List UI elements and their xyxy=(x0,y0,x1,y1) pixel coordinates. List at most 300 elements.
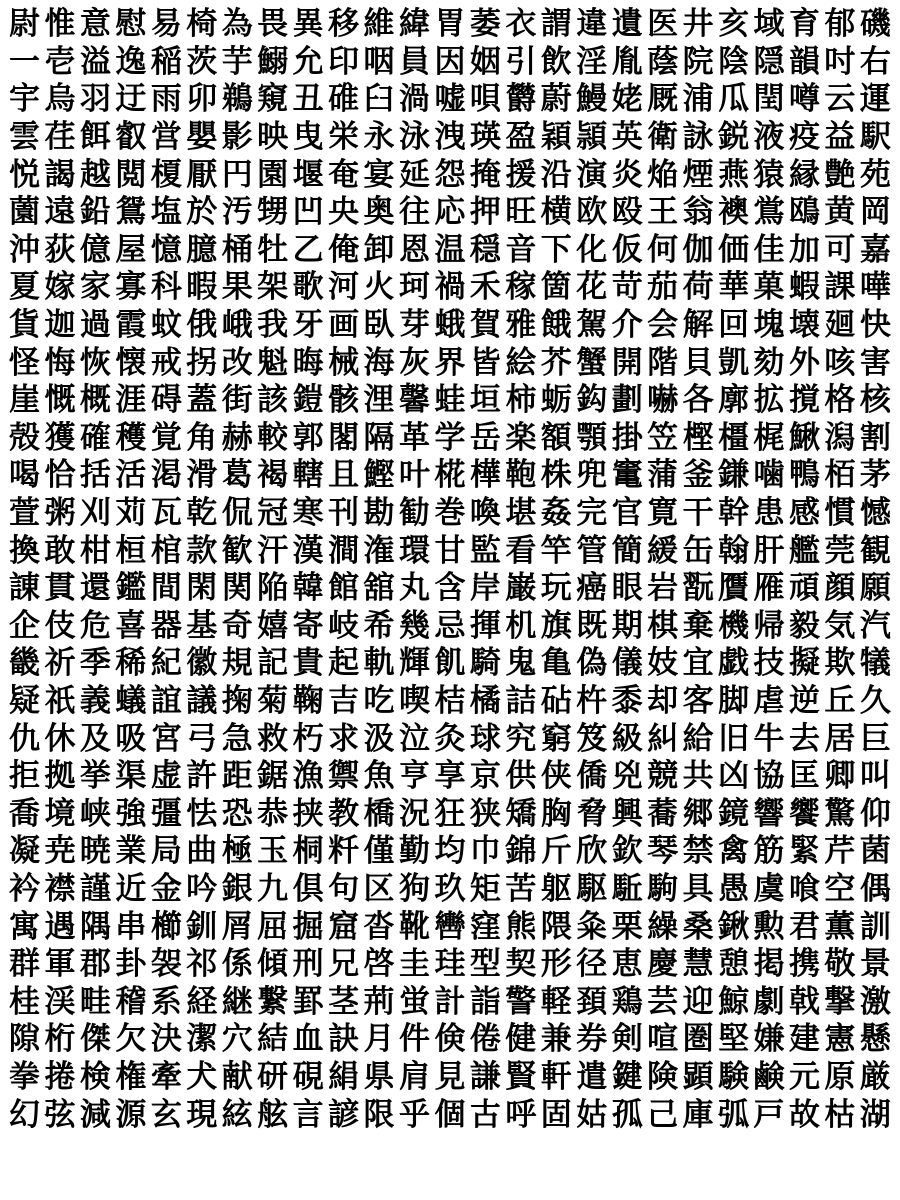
kanji-character: 靴 xyxy=(398,908,430,945)
kanji-character: 堰 xyxy=(292,156,324,193)
kanji-character: 泳 xyxy=(398,119,430,156)
kanji-character: 価 xyxy=(718,231,750,268)
kanji-character: 冠 xyxy=(257,495,289,532)
kanji-character: 碍 xyxy=(150,382,182,419)
kanji-character: 議 xyxy=(186,682,218,719)
kanji-character: 宮 xyxy=(150,720,182,757)
kanji-character: 芸 xyxy=(647,983,679,1020)
kanji-character: 苅 xyxy=(115,495,147,532)
kanji-character: 応 xyxy=(434,194,466,231)
kanji-character: 吃 xyxy=(363,682,395,719)
kanji-character: 禾 xyxy=(469,269,501,306)
kanji-character: 萱 xyxy=(9,495,40,532)
kanji-character: 寓 xyxy=(9,908,40,945)
kanji-character: 拐 xyxy=(186,344,218,381)
kanji-character: 苑 xyxy=(859,156,891,193)
kanji-character: 巌 xyxy=(505,570,537,607)
kanji-character: 郡 xyxy=(79,946,111,983)
kanji-character: 袈 xyxy=(150,946,182,983)
kanji-character: 医 xyxy=(647,6,679,43)
kanji-character: 艦 xyxy=(788,532,820,569)
kanji-character: 云 xyxy=(824,81,856,118)
kanji-character: 犠 xyxy=(859,645,891,682)
kanji-character: 甥 xyxy=(257,194,289,231)
kanji-character: 勧 xyxy=(398,495,430,532)
kanji-character: 懐 xyxy=(115,344,147,381)
kanji-character: 技 xyxy=(753,645,785,682)
kanji-character: 化 xyxy=(576,231,608,268)
kanji-character: 厳 xyxy=(859,1058,891,1095)
kanji-character: 嫁 xyxy=(44,269,76,306)
kanji-character: 姥 xyxy=(611,81,643,118)
kanji-character: 影 xyxy=(221,119,253,156)
kanji-character: 廓 xyxy=(718,382,750,419)
kanji-character: 奄 xyxy=(328,156,360,193)
kanji-character: 伎 xyxy=(44,607,76,644)
kanji-character: 劾 xyxy=(753,344,785,381)
kanji-character: 捲 xyxy=(44,1058,76,1095)
kanji-character: 鰹 xyxy=(363,457,395,494)
kanji-character: 烏 xyxy=(44,81,76,118)
kanji-character: 井 xyxy=(682,6,714,43)
kanji-character: 憶 xyxy=(150,231,182,268)
kanji-character: 凹 xyxy=(292,194,324,231)
kanji-character: 謁 xyxy=(44,156,76,193)
kanji-row xyxy=(8,795,892,833)
kanji-character: 帰 xyxy=(753,607,785,644)
kanji-character: 還 xyxy=(79,570,111,607)
kanji-character: 宴 xyxy=(363,156,395,193)
kanji-character: 禍 xyxy=(434,269,466,306)
kanji-character: 唄 xyxy=(469,81,501,118)
kanji-character: 毅 xyxy=(788,607,820,644)
kanji-character: 欣 xyxy=(576,833,608,870)
kanji-character: 繰 xyxy=(647,908,679,945)
kanji-character: 器 xyxy=(150,607,182,644)
kanji-character: 規 xyxy=(221,645,253,682)
kanji-character: 矯 xyxy=(505,795,537,832)
kanji-character: 殻 xyxy=(9,419,40,456)
kanji-character: 罫 xyxy=(292,983,324,1020)
kanji-character: 海 xyxy=(363,344,395,381)
kanji-character: 煙 xyxy=(682,156,714,193)
kanji-character: 隅 xyxy=(79,908,111,945)
kanji-character: 義 xyxy=(79,682,111,719)
kanji-character: 外 xyxy=(788,344,820,381)
kanji-character: 会 xyxy=(647,307,679,344)
kanji-character: 栢 xyxy=(824,457,856,494)
kanji-character: 岸 xyxy=(469,570,501,607)
kanji-character: 曲 xyxy=(186,833,218,870)
kanji-character: 荷 xyxy=(682,269,714,306)
kanji-character: 古 xyxy=(469,1096,501,1133)
kanji-character: 汲 xyxy=(363,720,395,757)
kanji-character: 頚 xyxy=(576,983,608,1020)
kanji-character: 桁 xyxy=(44,1021,76,1058)
kanji-character: 係 xyxy=(221,946,253,983)
kanji-character: 蟻 xyxy=(115,682,147,719)
kanji-character: 茎 xyxy=(328,983,360,1020)
kanji-character: 蛍 xyxy=(398,983,430,1020)
kanji-character: 為 xyxy=(221,6,253,43)
kanji-character: 窺 xyxy=(257,81,289,118)
kanji-character: 給 xyxy=(682,720,714,757)
kanji-character: 潟 xyxy=(824,419,856,456)
kanji-character: 慰 xyxy=(115,6,147,43)
kanji-character: 丘 xyxy=(824,682,856,719)
kanji-row xyxy=(8,946,892,984)
kanji-character: 吋 xyxy=(824,43,856,80)
kanji-character: 菌 xyxy=(859,833,891,870)
kanji-character: 鶏 xyxy=(611,983,643,1020)
kanji-character: 何 xyxy=(647,231,679,268)
kanji-character: 異 xyxy=(292,6,324,43)
kanji-character: 距 xyxy=(221,758,253,795)
kanji-character: 看 xyxy=(505,532,537,569)
kanji-character: 椅 xyxy=(186,6,218,43)
kanji-character: 岐 xyxy=(328,607,360,644)
kanji-character: 蔭 xyxy=(647,43,679,80)
kanji-row xyxy=(8,44,892,82)
kanji-character: 仰 xyxy=(859,795,891,832)
kanji-character: 剣 xyxy=(611,1021,643,1058)
kanji-character: 屋 xyxy=(115,231,147,268)
kanji-character: 狂 xyxy=(434,795,466,832)
kanji-character: 樫 xyxy=(682,419,714,456)
kanji-character: 駈 xyxy=(611,870,643,907)
kanji-character: 渓 xyxy=(44,983,76,1020)
kanji-character: 祁 xyxy=(186,946,218,983)
kanji-character: 堅 xyxy=(718,1021,750,1058)
kanji-character: 卿 xyxy=(824,758,856,795)
kanji-character: 押 xyxy=(469,194,501,231)
kanji-character: 険 xyxy=(647,1058,679,1095)
kanji-character: 誼 xyxy=(150,682,182,719)
kanji-character: 崖 xyxy=(9,382,40,419)
kanji-character: 鎌 xyxy=(718,457,750,494)
kanji-character: 危 xyxy=(79,607,111,644)
kanji-character: 穫 xyxy=(115,419,147,456)
kanji-character: 教 xyxy=(328,795,360,832)
kanji-character: 域 xyxy=(753,6,785,43)
kanji-character: 賀 xyxy=(469,307,501,344)
kanji-character: 荏 xyxy=(44,119,76,156)
kanji-character: 瑛 xyxy=(469,119,501,156)
kanji-character: 害 xyxy=(859,344,891,381)
kanji-character: 逸 xyxy=(115,43,147,80)
kanji-character: 乙 xyxy=(292,231,324,268)
kanji-character: 季 xyxy=(79,645,111,682)
kanji-character: 械 xyxy=(328,344,360,381)
kanji-character: 憾 xyxy=(859,495,891,532)
kanji-character: 芋 xyxy=(221,43,253,80)
kanji-character: 詠 xyxy=(682,119,714,156)
kanji-character: 箇 xyxy=(540,269,572,306)
kanji-character: 遇 xyxy=(44,908,76,945)
kanji-character: 貨 xyxy=(9,307,40,344)
kanji-character: 峡 xyxy=(79,795,111,832)
kanji-character: 吟 xyxy=(186,870,218,907)
kanji-character: 亀 xyxy=(540,645,572,682)
kanji-character: 呼 xyxy=(505,1096,537,1133)
kanji-character: 営 xyxy=(150,119,182,156)
kanji-character: 偶 xyxy=(859,870,891,907)
kanji-character: 勲 xyxy=(753,908,785,945)
kanji-character: 喬 xyxy=(9,795,40,832)
kanji-character: 核 xyxy=(859,382,891,419)
kanji-character: 韓 xyxy=(292,570,324,607)
kanji-character: 漢 xyxy=(292,532,324,569)
kanji-character: 易 xyxy=(150,6,182,43)
kanji-character: 鏡 xyxy=(718,795,750,832)
kanji-character: 雁 xyxy=(753,570,785,607)
kanji-character: 馨 xyxy=(398,382,430,419)
kanji-character: 閏 xyxy=(753,81,785,118)
kanji-character: 飢 xyxy=(434,645,466,682)
kanji-character: 緩 xyxy=(647,532,679,569)
kanji-row xyxy=(8,683,892,721)
kanji-character: 学 xyxy=(434,419,466,456)
kanji-character: 研 xyxy=(257,1058,289,1095)
kanji-character: 犬 xyxy=(186,1058,218,1095)
kanji-character: 茨 xyxy=(186,43,218,80)
kanji-character: 銀 xyxy=(221,870,253,907)
kanji-character: 喜 xyxy=(115,607,147,644)
kanji-character: 机 xyxy=(505,607,537,644)
kanji-character: 掲 xyxy=(753,946,785,983)
kanji-character: 穏 xyxy=(469,231,501,268)
kanji-character: 沓 xyxy=(363,908,395,945)
kanji-character: 京 xyxy=(469,758,501,795)
kanji-character: 玩 xyxy=(540,570,572,607)
kanji-character: 去 xyxy=(788,720,820,757)
kanji-character: 暇 xyxy=(186,269,218,306)
kanji-character: 襖 xyxy=(718,194,750,231)
kanji-character: 叫 xyxy=(859,758,891,795)
kanji-character: 魚 xyxy=(363,758,395,795)
kanji-character: 畏 xyxy=(257,6,289,43)
kanji-character: 鋸 xyxy=(257,758,289,795)
kanji-character: 萎 xyxy=(469,6,501,43)
kanji-character: 頴 xyxy=(576,119,608,156)
kanji-character: 見 xyxy=(434,1058,466,1095)
kanji-character: 雨 xyxy=(150,81,182,118)
kanji-character: 蟹 xyxy=(576,344,608,381)
kanji-character: 隈 xyxy=(540,908,572,945)
kanji-character: 懸 xyxy=(859,1021,891,1058)
kanji-character: 挙 xyxy=(79,758,111,795)
kanji-character: 形 xyxy=(540,946,572,983)
kanji-character: 兇 xyxy=(611,758,643,795)
kanji-character: 軌 xyxy=(363,645,395,682)
kanji-character: 勤 xyxy=(398,833,430,870)
kanji-character: 仇 xyxy=(9,720,40,757)
kanji-character: 亨 xyxy=(398,758,430,795)
kanji-character: 球 xyxy=(469,720,501,757)
kanji-character: 可 xyxy=(824,231,856,268)
kanji-character: 苛 xyxy=(611,269,643,306)
kanji-character: 弧 xyxy=(718,1096,750,1133)
kanji-character: 歓 xyxy=(221,532,253,569)
kanji-character: 該 xyxy=(257,382,289,419)
kanji-row xyxy=(8,269,892,307)
kanji-character: 紀 xyxy=(150,645,182,682)
kanji-character: 珂 xyxy=(398,269,430,306)
kanji-character: 映 xyxy=(257,119,289,156)
kanji-character: 赫 xyxy=(221,419,253,456)
kanji-character: 決 xyxy=(150,1021,182,1058)
kanji-character: 界 xyxy=(434,344,466,381)
kanji-character: 薫 xyxy=(824,908,856,945)
kanji-character: 擬 xyxy=(788,645,820,682)
kanji-character: 玄 xyxy=(150,1096,182,1133)
kanji-character: 澗 xyxy=(328,532,360,569)
kanji-character: 伽 xyxy=(682,231,714,268)
kanji-row xyxy=(8,194,892,232)
kanji-character: 鴨 xyxy=(788,457,820,494)
kanji-character: 稼 xyxy=(505,269,537,306)
kanji-character: 骸 xyxy=(328,382,360,419)
kanji-character: 稀 xyxy=(115,645,147,682)
kanji-character: 減 xyxy=(79,1096,111,1133)
kanji-character: 俺 xyxy=(328,231,360,268)
kanji-character: 韻 xyxy=(788,43,820,80)
kanji-character: 洩 xyxy=(434,119,466,156)
kanji-character: 蕎 xyxy=(647,795,679,832)
kanji-character: 狭 xyxy=(469,795,501,832)
kanji-character: 軒 xyxy=(540,1058,572,1095)
kanji-character: 我 xyxy=(257,307,289,344)
kanji-character: 故 xyxy=(788,1096,820,1133)
kanji-character: 越 xyxy=(79,156,111,193)
kanji-character: 解 xyxy=(682,307,714,344)
kanji-character: 敬 xyxy=(824,946,856,983)
kanji-character: 括 xyxy=(79,457,111,494)
kanji-character: 且 xyxy=(328,457,360,494)
kanji-character: 鬼 xyxy=(505,645,537,682)
kanji-character: 竃 xyxy=(611,457,643,494)
kanji-character: 棋 xyxy=(647,607,679,644)
kanji-character: 磯 xyxy=(859,6,891,43)
kanji-character: 角 xyxy=(186,419,218,456)
kanji-character: 巨 xyxy=(859,720,891,757)
kanji-character: 雲 xyxy=(9,119,40,156)
kanji-character: 患 xyxy=(753,495,785,532)
kanji-character: 壊 xyxy=(788,307,820,344)
kanji-character: 群 xyxy=(9,946,40,983)
kanji-character: 虐 xyxy=(753,682,785,719)
kanji-character: 儀 xyxy=(611,645,643,682)
kanji-character: 訓 xyxy=(859,908,891,945)
kanji-character: 串 xyxy=(115,908,147,945)
kanji-character: 佳 xyxy=(753,231,785,268)
kanji-character: 栄 xyxy=(328,119,360,156)
kanji-character: 穎 xyxy=(540,119,572,156)
kanji-character: 薗 xyxy=(9,194,40,231)
kanji-character: 郭 xyxy=(292,419,324,456)
kanji-character: 瓜 xyxy=(718,81,750,118)
kanji-character: 桐 xyxy=(292,833,324,870)
kanji-character: 貴 xyxy=(292,645,324,682)
kanji-character: 刈 xyxy=(79,495,111,532)
kanji-character: 院 xyxy=(682,43,714,80)
kanji-row xyxy=(8,871,892,909)
kanji-character: 協 xyxy=(753,758,785,795)
kanji-character: 圭 xyxy=(398,946,430,983)
kanji-character: 塊 xyxy=(753,307,785,344)
kanji-character: 幾 xyxy=(398,607,430,644)
kanji-character: 嫌 xyxy=(753,1021,785,1058)
kanji-character: 鈎 xyxy=(576,382,608,419)
kanji-character: 楽 xyxy=(505,419,537,456)
kanji-character: 脅 xyxy=(576,795,608,832)
kanji-character: 屈 xyxy=(257,908,289,945)
kanji-character: 蛾 xyxy=(434,307,466,344)
kanji-character: 軽 xyxy=(540,983,572,1020)
kanji-character: 管 xyxy=(576,532,608,569)
kanji-character: 姑 xyxy=(576,1096,608,1133)
kanji-character: 湖 xyxy=(859,1096,891,1133)
kanji-character: 喧 xyxy=(647,1021,679,1058)
kanji-character: 戸 xyxy=(753,1096,785,1133)
kanji-character: 琴 xyxy=(647,833,679,870)
kanji-row xyxy=(8,758,892,796)
kanji-character: 滑 xyxy=(186,457,218,494)
kanji-character: 恭 xyxy=(257,795,289,832)
kanji-character: 改 xyxy=(221,344,253,381)
kanji-character: 関 xyxy=(221,570,253,607)
kanji-character: 益 xyxy=(824,119,856,156)
kanji-character: 岳 xyxy=(469,419,501,456)
kanji-character: 窮 xyxy=(540,720,572,757)
kanji-character: 億 xyxy=(79,231,111,268)
kanji-character: 移 xyxy=(328,6,360,43)
kanji-character: 玖 xyxy=(434,870,466,907)
kanji-character: 盈 xyxy=(505,119,537,156)
kanji-character: 芹 xyxy=(824,833,856,870)
kanji-character: 王 xyxy=(647,194,679,231)
kanji-character: 現 xyxy=(186,1096,218,1133)
kanji-character: 奥 xyxy=(363,194,395,231)
kanji-character: 渇 xyxy=(150,457,182,494)
kanji-character: 意 xyxy=(79,6,111,43)
kanji-character: 僑 xyxy=(576,758,608,795)
kanji-character: 開 xyxy=(611,344,643,381)
kanji-character: 偽 xyxy=(576,645,608,682)
kanji-row xyxy=(8,983,892,1021)
kanji-character: 隠 xyxy=(753,43,785,80)
kanji-character: 奇 xyxy=(221,607,253,644)
kanji-character: 愚 xyxy=(718,870,750,907)
kanji-character: 賢 xyxy=(505,1058,537,1095)
kanji-character: 欺 xyxy=(824,645,856,682)
kanji-character: 淫 xyxy=(576,43,608,80)
kanji-character: 桂 xyxy=(9,983,40,1020)
kanji-character: 及 xyxy=(79,720,111,757)
kanji-character: 吸 xyxy=(115,720,147,757)
kanji-character: 圏 xyxy=(682,1021,714,1058)
kanji-character: 久 xyxy=(859,682,891,719)
kanji-character: 姦 xyxy=(540,495,572,532)
kanji-character: 健 xyxy=(505,1021,537,1058)
kanji-character: 虞 xyxy=(753,870,785,907)
kanji-character: 経 xyxy=(186,983,218,1020)
kanji-row xyxy=(8,119,892,157)
kanji-character: 祈 xyxy=(44,645,76,682)
kanji-character: 缶 xyxy=(682,532,714,569)
kanji-character: 慧 xyxy=(682,946,714,983)
kanji-character: 茅 xyxy=(859,457,891,494)
